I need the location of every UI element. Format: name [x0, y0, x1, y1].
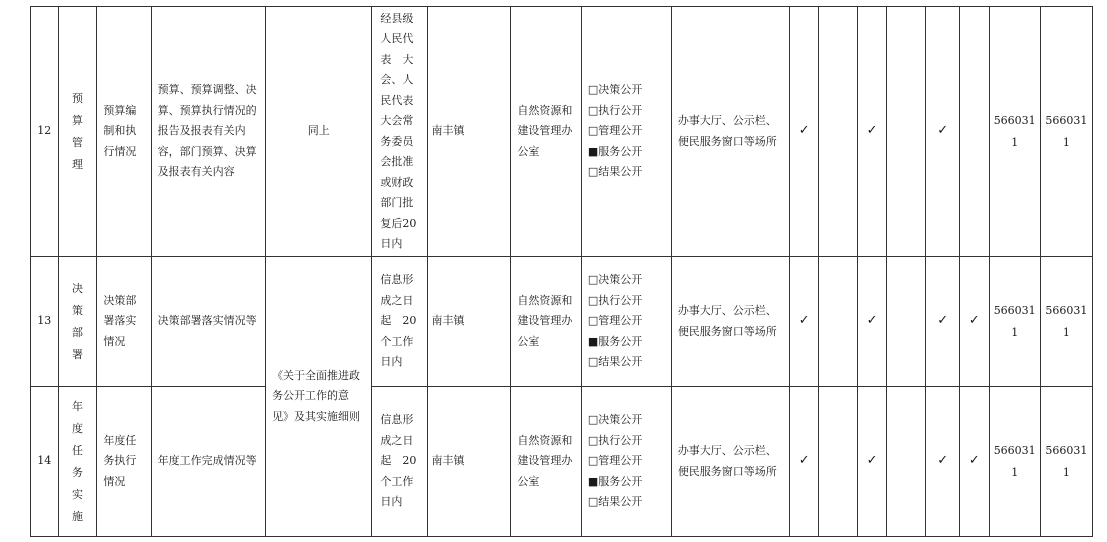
- row-number: 12: [31, 7, 59, 257]
- check-mark: [960, 7, 990, 257]
- table-row: [31, 257, 1093, 387]
- disclosure-option: □管理公开: [587, 454, 643, 468]
- table-row: [31, 387, 1093, 537]
- department-cell: 自然资源和建设管理办公室: [511, 387, 582, 537]
- department-cell: 自然资源和建设管理办公室: [511, 7, 582, 257]
- time-limit-cell: 信息形成之日起 20个工作日内: [372, 387, 427, 537]
- disclosure-option: ■服务公开: [587, 144, 643, 158]
- disclosure-type-cell: [581, 257, 671, 387]
- check-mark: [818, 7, 857, 257]
- category-cell: 预算管理: [58, 7, 97, 257]
- check-mark: ✓: [857, 387, 887, 537]
- time-limit-cell: 经县级人民代表 大会、人民代表大会常务委员会批准或财政部门批复后20日内: [372, 7, 427, 257]
- row-number: 13: [31, 257, 59, 387]
- check-mark: ✓: [790, 257, 819, 387]
- check-mark: ✓: [960, 387, 990, 537]
- disclosure-option: □管理公开: [587, 314, 643, 328]
- code-cell: 5660311: [989, 387, 1040, 537]
- basis-cell: 《关于全面推进政务公开工作的意见》及其实施细则: [266, 257, 372, 537]
- check-mark: ✓: [960, 257, 990, 387]
- table-row: [31, 7, 1093, 257]
- item-cell: 决策部署落实情况: [97, 257, 151, 387]
- disclosure-option: ■服务公开: [587, 474, 643, 488]
- check-mark: [887, 257, 926, 387]
- disclosure-option: □决策公开: [587, 83, 643, 97]
- disclosure-option: □执行公开: [587, 433, 643, 447]
- item-cell: 年度任务执行情况: [97, 387, 151, 537]
- channels-cell: 办事大厅、公示栏、便民服务窗口等场所: [671, 7, 790, 257]
- code-cell: 5660311: [1040, 387, 1092, 537]
- subject-cell: 南丰镇: [427, 387, 511, 537]
- disclosure-option: □执行公开: [587, 103, 643, 117]
- content-cell: 预算、预算调整、决算、预算执行情况的报告及报表有关内容，部门预算、决算及报表有关内容: [151, 7, 265, 257]
- content-cell: 决策部署落实情况等: [151, 257, 265, 387]
- subject-cell: 南丰镇: [427, 257, 511, 387]
- code-cell: 5660311: [989, 257, 1040, 387]
- disclosure-type-cell: [581, 7, 671, 257]
- disclosure-type-cell: [581, 387, 671, 537]
- category-cell: 年度任务实施: [58, 387, 97, 537]
- check-mark: ✓: [857, 7, 887, 257]
- check-mark: ✓: [926, 257, 960, 387]
- channels-cell: 办事大厅、公示栏、便民服务窗口等场所: [671, 387, 790, 537]
- time-limit-cell: 信息形成之日起 20个工作日内: [372, 257, 427, 387]
- check-mark: [887, 387, 926, 537]
- row-number: 14: [31, 387, 59, 537]
- basis-cell: 同上: [266, 7, 372, 257]
- disclosure-option: □管理公开: [587, 124, 643, 138]
- code-cell: 5660311: [1040, 7, 1092, 257]
- disclosure-table: [30, 6, 1093, 537]
- check-mark: [818, 257, 857, 387]
- subject-cell: 南丰镇: [427, 7, 511, 257]
- check-mark: ✓: [926, 387, 960, 537]
- code-cell: 5660311: [989, 7, 1040, 257]
- check-mark: ✓: [926, 7, 960, 257]
- channels-cell: 办事大厅、公示栏、便民服务窗口等场所: [671, 257, 790, 387]
- disclosure-option: ■服务公开: [587, 334, 643, 348]
- check-mark: [887, 7, 926, 257]
- category-cell: 决策部署: [58, 257, 97, 387]
- disclosure-option: □结果公开: [587, 355, 643, 369]
- check-mark: ✓: [857, 257, 887, 387]
- department-cell: 自然资源和建设管理办公室: [511, 257, 582, 387]
- disclosure-option: □结果公开: [587, 165, 643, 179]
- content-cell: 年度工作完成情况等: [151, 387, 265, 537]
- disclosure-option: □执行公开: [587, 293, 643, 307]
- check-mark: [818, 387, 857, 537]
- item-cell: 预算编制和执行情况: [97, 7, 151, 257]
- code-cell: 5660311: [1040, 257, 1092, 387]
- disclosure-option: □决策公开: [587, 273, 643, 287]
- check-mark: ✓: [790, 387, 819, 537]
- check-mark: ✓: [790, 7, 819, 257]
- disclosure-option: □结果公开: [587, 495, 643, 509]
- disclosure-option: □决策公开: [587, 413, 643, 427]
